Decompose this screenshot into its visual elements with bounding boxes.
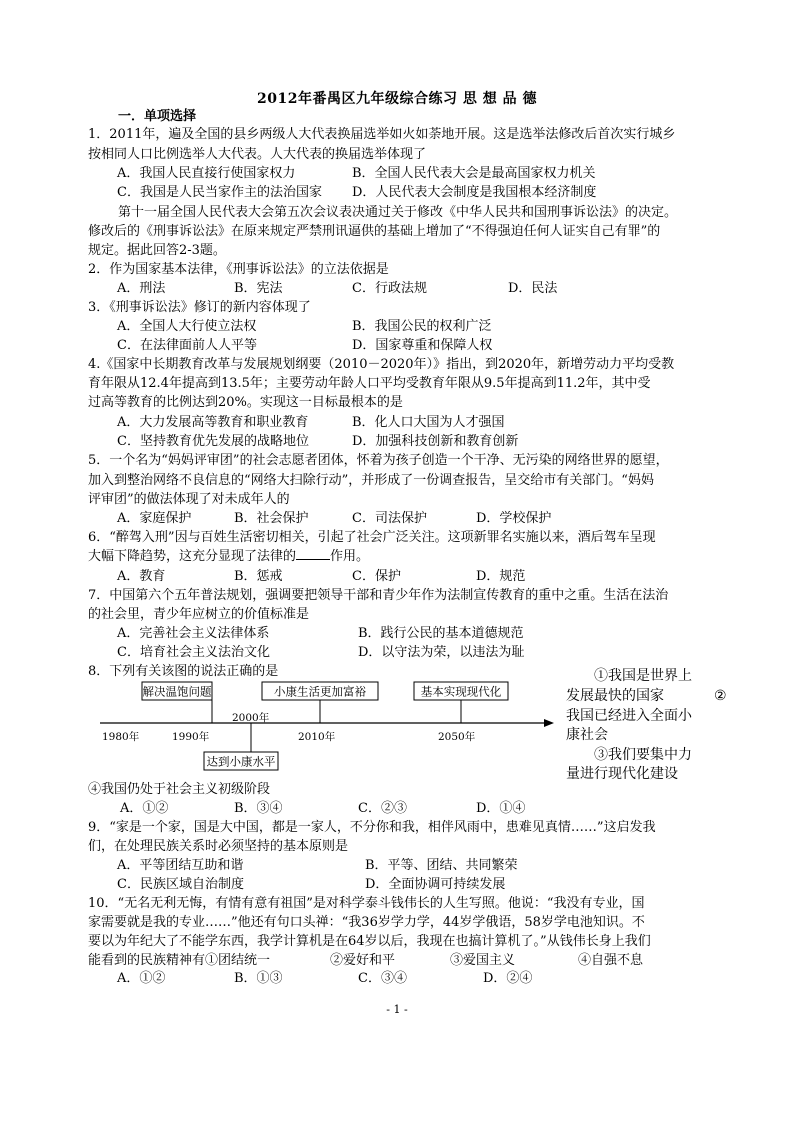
q5-line-1: 5．一个名为“妈妈评审团”的社会志愿者团体，怀着为孩子创造一个干净、无污染的网络世界的愿望， [88,453,669,468]
q7-option-d: D．以守法为荣，以违法为耻 [358,645,525,660]
q8-statement-3-line-2: 量进行现代化建设 [566,766,678,782]
q6-option-b: B．惩戒 [234,569,283,584]
q6-option-d: D．规范 [476,569,526,584]
q5-option-c: C．司法保护 [352,511,427,526]
q2-option-c: C．行政法规 [352,281,427,296]
q3-option-d: D．国家尊重和保障人权 [352,338,493,353]
q9-option-a: A．平等团结互助和谐 [117,858,244,873]
q8-option-a: A．①② [120,801,169,816]
q1-line-2: 按相同人口比例选举人大代表。人大代表的换届选举体现了 [88,147,427,162]
q9-option-b: B．平等、团结、共同繁荣 [365,858,518,873]
q10-option-d: D．②④ [483,971,533,986]
q2-option-a: A．刑法 [117,281,166,296]
q8-statement-4: ④我国仍处于社会主义初级阶段 [88,782,271,797]
material-line-2: 修改后的《刑事诉讼法》在原来规定严禁刑讯逼供的基础上增加了“不得强迫任何人证实自己有罪”的 [88,224,661,239]
box-modernization-label: 基本实现现代化 [420,684,502,699]
q3-option-b: B．我国公民的权利广泛 [352,319,492,334]
q10-line-1: 10．“无名无利无悔，有情有意有祖国”是对科学泰斗钱伟长的人生写照。他说：“我没有专业，国 [88,896,645,911]
year-1980: 1980年 [102,731,140,743]
q10-statement-2: ②爱好和平 [330,953,396,968]
q8-statement-2-line-2: 康社会 [566,727,608,743]
q3-option-c: C．在法律面前人人平等 [117,338,257,353]
q8-statement-1-line-1: ①我国是世界上 [594,668,692,684]
q8-option-d: D．①④ [476,801,526,816]
q6-line-2-start: 大幅下降趋势，这充分显现了法律的 [88,549,297,564]
year-1990: 1990年 [172,731,210,743]
q1-option-d: D．人民代表大会制度是我国根本经济制度 [352,185,597,200]
q7-option-c: C．培育社会主义法治文化 [117,645,270,660]
q5-line-3: 评审团”的做法体现了对未成年人的 [88,492,290,507]
page-title: 2012年番禺区九年级综合练习 思 想 品 德 [257,91,537,107]
q10-option-a: A．①② [117,971,166,986]
q1-option-b: B．全国人民代表大会是最高国家权力机关 [352,166,596,181]
box-moderate-prosperity-label: 达到小康水平 [206,754,276,769]
q9-line-2: 们，在处理民族关系时必须坚持的基本原则是 [88,839,349,854]
year-2000: 2000年 [232,712,270,724]
development-timeline [96,676,566,772]
q5-option-d: D．学校保护 [476,511,552,526]
q5-line-2: 加入到整治网络不良信息的“网络大扫除行动”，并形成了一份调查报告，呈交给市有关部门。“妈妈 [88,473,654,488]
timeline-arrowhead [544,719,554,727]
q1-line-1: 1．2011年，遍及全国的县乡两级人大代表换届选举如火如荼地开展。这是选举法修改后首次实行城乡 [88,127,676,142]
q10-statement-4: ④自强不息 [578,953,644,968]
q6-option-a: A．教育 [117,569,166,584]
q4-option-b: B．化人口大国为人才强国 [352,415,505,430]
q8-stem: 8．下列有关该图的说法正确的是 [88,664,279,679]
q1-option-a: A．我国人民直接行使国家权力 [117,166,296,181]
q5-option-b: B．社会保护 [234,511,309,526]
q4-option-c: C．坚持教育优先发展的战略地位 [117,434,309,449]
q9-option-c: C．民族区域自治制度 [117,877,244,892]
q10-option-c: C．③④ [358,971,407,986]
q8-option-b: B．③④ [234,801,283,816]
q7-line-1: 7．中国第六个五年普法规划，强调要把领导干部和青少年作为法制宣传教育的重中之重。生活在法治 [88,588,669,603]
q6-line-2 [88,547,369,567]
material-line-3: 规定。据此回答2-3题。 [88,243,226,258]
section-heading: 一．单项选择 [118,109,197,124]
q3-stem: 3．《刑事诉讼法》修订的新内容体现了 [88,300,311,315]
q1-option-c: C．我国是人民当家作主的法治国家 [117,185,322,200]
q5-option-a: A．家庭保护 [117,511,192,526]
q10-line-4-start: 能看到的民族精神有①团结统一 [88,953,271,968]
q7-option-a: A．完善社会主义法律体系 [117,626,270,641]
q2-stem: 2．作为国家基本法律，《刑事诉讼法》的立法依据是 [88,262,389,277]
q6-line-1: 6．“醉驾入刑”因与百姓生活密切相关，引起了社会广泛关注。这项新罪名实施以来，酒后驾车呈现 [88,530,656,545]
year-2010: 2010年 [298,731,336,743]
q4-line-1: 4.《国家中长期教育改革与发展规划纲要（2010－2020年）》指出，到2020年，新增劳动力平均受教 [88,357,675,372]
q4-line-3: 过高等教育的比例达到20%。实现这一目标最根本的是 [88,395,403,410]
page-number: - 1 - [386,1003,408,1016]
q10-option-b: B．①③ [234,971,283,986]
q2-option-d: D．民法 [508,281,558,296]
q6-line-2-end: 作用。 [330,549,370,564]
q8-statement-2-line-1: 我国已经进入全面小 [566,708,692,724]
box-affluent-life-label: 小康生活更加富裕 [274,684,366,699]
q7-line-2: 的社会里，青少年应树立的价值标准是 [88,607,310,622]
material-line-1: 第十一届全国人民代表大会第五次会议表决通过关于修改《中华人民共和国刑事诉讼法》的决定。 [118,205,678,220]
q6-option-c: C．保护 [352,569,401,584]
q7-option-b: B．践行公民的基本道德规范 [358,626,524,641]
q10-line-3: 要以为年纪大了不能学东西，我学计算机是在64岁以后，我现在也搞计算机了。”从钱伟长身上我们 [88,934,651,949]
q3-option-a: A．全国人大行使立法权 [117,319,257,334]
box-basic-needs-label: 解决温饱问题 [142,684,212,699]
q8-statement-2-marker: ② [714,688,727,704]
q9-line-1: 9．“家是一个家，国是大中国，都是一家人，不分你和我，相伴风雨中，患难见真情……”这启发我 [88,820,656,835]
q6-answer-blank [296,547,330,560]
q2-option-b: B．宪法 [234,281,283,296]
q10-statement-3: ③爱国主义 [450,953,516,968]
q10-line-2: 家需要就是我的专业……”他还有句口头禅：“我36岁学力学，44岁学俄语，58岁学电池知识。不 [88,915,645,930]
q8-statement-3-line-1: ③我们要集中力 [594,747,692,763]
q9-option-d: D．全面协调可持续发展 [365,877,506,892]
year-2050: 2050年 [438,731,476,743]
q8-option-c: C．②③ [358,801,407,816]
q4-option-d: D．加强科技创新和教育创新 [352,434,519,449]
q4-option-a: A．大力发展高等教育和职业教育 [117,415,309,430]
q8-statement-1-line-2: 发展最快的国家 [566,688,664,704]
q4-line-2: 育年限从12.4年提高到13.5年；主要劳动年龄人口平均受教育年限从9.5年提高到11.2年，其中受 [88,376,651,391]
